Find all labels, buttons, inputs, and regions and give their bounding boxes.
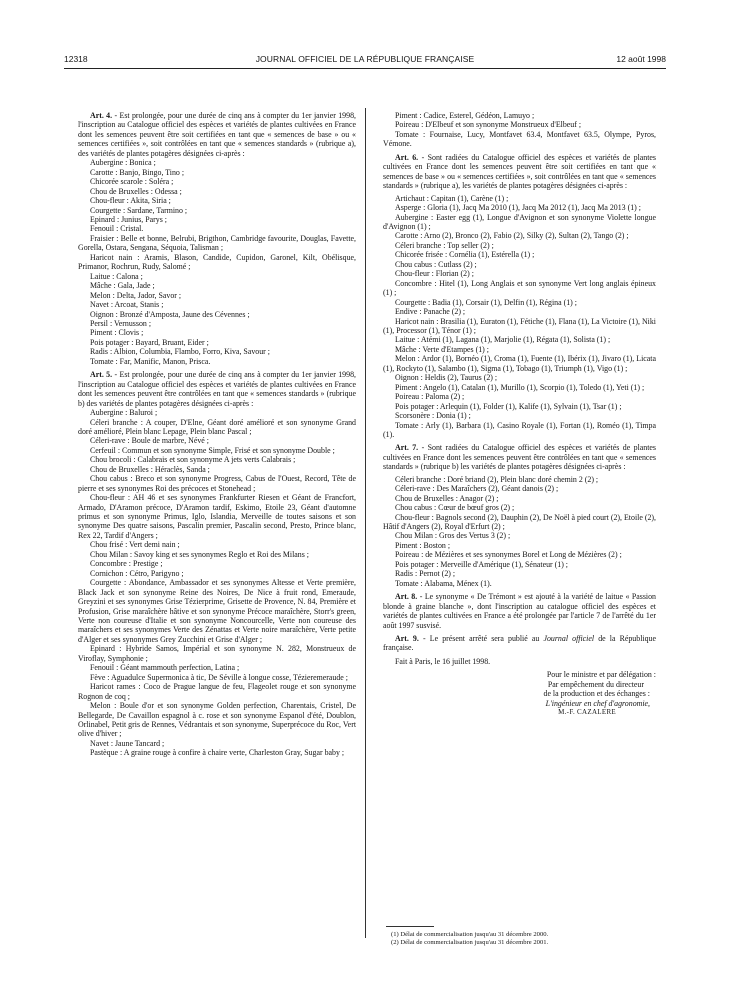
list-item: Epinard : Hybride Samos, Impérial et son synonyme N. 282, Monstrueux de Viroflay, Symphonie ;: [78, 644, 356, 663]
list-item: Chou Milan : Gros des Vertus 3 (2) ;: [395, 531, 511, 541]
list-item: Chou-fleur : Florian (2) ;: [395, 269, 474, 279]
header-rule: [64, 68, 666, 69]
article-9-text-post: de la République française.: [383, 634, 656, 653]
list-item: Pastèque : A graine rouge à confire à chaire verte, Charleston Gray, Sugar baby ;: [90, 748, 345, 758]
list-item: Fève : Aguadulce Supermonica à tic, De Séville à longue cosse, Tézieremeraude ;: [90, 672, 348, 682]
list-item: Piment : Angelo (1), Catalan (1), Murillo (1), Scorpio (1), Toledo (1), Yeti (1) ;: [395, 382, 645, 392]
signature-line: L'ingénieur en chef d'agronomie,: [545, 698, 650, 708]
list-item: Tomate : Fournaise, Lucy, Montfavet 63.4, Montfavet 63.5, Olympe, Pyros, Vémone.: [383, 129, 656, 149]
list-item: Radis : Pernot (2) ;: [395, 569, 456, 579]
list-item: Scorsonère : Donia (1) ;: [395, 411, 471, 421]
list-item: Chou de Bruxelles : Odessa ;: [90, 186, 182, 196]
list-item: Piment : Clovis ;: [90, 328, 144, 338]
list-item: Chou cabus : Cutlass (2) ;: [395, 259, 477, 269]
list-item: Chou Milan : Savoy king et ses synonymes Reglo et Roi des Milans ;: [90, 549, 309, 559]
list-item: Mâche : Gala, Jade ;: [90, 281, 155, 291]
list-item: Pois potager : Merveille d'Amérique (1), Sénateur (1) ;: [395, 559, 568, 569]
list-item: Aubergine : Easter egg (1), Longue d'Avignon et son synonyme Violette longue d'Avignon (1) ;: [383, 212, 656, 231]
article-4-text: - Est prolongée, pour une durée de cinq ans à compter du 1er janvier 1998, l'inscription au Catalogue officiel des espèces et variétés de plantes cultivées en France dont les semences peuvent être soit certifiées en tant que « semences de base » ou « semences certifiées », soit contrôlées en tant que « semences standards » (rubrique a), des variétés de plantes potagères désignées ci-après :: [78, 111, 356, 158]
list-item: Chicorée scarole : Soléra ;: [90, 177, 174, 187]
article-6: [383, 153, 656, 191]
list-item: Haricot rames : Coco de Prague langue de feu, Flageolet rouge et son synonyme Rognon de coq ;: [78, 682, 356, 701]
list-item: Tomate : Far, Manific, Manon, Prisca.: [90, 356, 211, 366]
footnote: (1) Délai de commercialisation jusqu'au 31 décembre 2000.: [391, 931, 549, 938]
list-item: Aubergine : Baluroi ;: [90, 408, 158, 418]
page-header: [64, 52, 666, 68]
list-item: Haricot nain : Aramis, Blason, Candide, Cupidon, Garonel, Kilt, Obélisque, Primanor, Rochrun, Rudy, Salomé ;: [78, 252, 356, 272]
list-item: Chou de Bruxelles : Héraclès, Sanda ;: [90, 464, 210, 474]
list-item: Pois potager : Bayard, Bruant, Eider ;: [90, 337, 209, 347]
article-7: [383, 443, 656, 471]
list-item: Laitue : Calona ;: [90, 271, 143, 281]
left-column: [78, 111, 356, 758]
list-item: Céleri branche : Doré briand (2), Plein blanc doré chemin 2 (2) ;: [395, 474, 599, 484]
continued-list: [383, 111, 656, 149]
column-divider: [365, 108, 366, 938]
article-9-journal-title: Journal officiel: [543, 634, 595, 644]
list-item: Cerfeuil : Commun et son synonyme Simple, Frisé et son synonyme Double ;: [90, 445, 335, 455]
list-item: Tomate : Alabama, Ménex (1).: [395, 578, 492, 588]
list-item: Concombre : Prestige ;: [90, 559, 163, 569]
list-item: Tomate : Arly (1), Barbara (1), Casino Royale (1), Fortan (1), Roméo (1), Timpa (1).: [383, 420, 656, 439]
article-4: [78, 111, 356, 158]
list-item: Cornichon : Cétro, Parigyno ;: [90, 568, 184, 578]
list-item: Chicorée frisée : Cornélia (1), Estérella (1) ;: [395, 250, 535, 260]
list-item: Chou-fleur : Akita, Siria ;: [90, 196, 171, 206]
list-item: Endive : Panache (2) ;: [395, 307, 466, 317]
list-item: Céleri-rave : Des Maraîchers (2), Géant danois (2) ;: [395, 484, 559, 494]
list-item: Courgette : Badia (1), Corsair (1), Delfin (1), Régina (1) ;: [395, 297, 577, 307]
footnotes: [391, 931, 548, 948]
list-item: Melon : Ardor (1), Bornéo (1), Croma (1), Fuente (1), Ibérix (1), Jivaro (1), Licata (1), Rockyto (1), Salambo (1), Sigma (1), Tobago (1), Triumph (1), Vigo (1) ;: [383, 354, 656, 373]
article-5-label: Art. 5.: [90, 370, 113, 380]
list-item: Carotte : Banjo, Bingo, Tino ;: [90, 167, 185, 177]
signature-line: Pour le ministre et par délégation :: [546, 670, 656, 680]
journal-title: JOURNAL OFFICIEL DE LA RÉPUBLIQUE FRANÇAISE: [255, 54, 475, 64]
list-item: Chou cabus : Cœur de bœuf gros (2) ;: [395, 503, 515, 513]
list-item: Artichaut : Capitan (1), Carène (1) ;: [395, 193, 509, 203]
article-6-text: - Sont radiées du Catalogue officiel des espèces et variétés de plantes cultivées en France dont les semences peuvent être soit certifiées en tant que « semences de base » ou « semences certifiées », soit contrôlées en tant que « semences standards » (rubrique a), les variétés de plantes potagères désignées ci-après :: [383, 152, 656, 191]
list-item: Courgette : Abondance, Ambassador et ses synonymes Altesse et Verte première, Black Jack et son synonyme Reine des Noires, De Nice à fruit rond, Emeraude, Greyzini et ses synonymes Grise Tézierprime, Grisette de Provence, N. 84, Première et Profusion, Grise maraîchère hâtive et son synonyme Précoce maraîchère, Storr's green, Verte non coureuse d'Italie et son synonyme Noncourcelle, Verte non coureuse des maraîchers et ses synonymes Verte des Zénattas et Verte noire maraîchère, Verte petite d'Alger et ses synonymes Grey Zucchini et Grise d'Alger ;: [78, 578, 356, 644]
list-item: Oignon : Bronzé d'Amposta, Jaune des Cévennes ;: [90, 309, 250, 319]
list-item: Piment : Boston ;: [395, 540, 451, 550]
article-9-text-pre: - Le présent arrêté sera publié au: [418, 634, 544, 644]
signatory-name: M.-F. CAZALERE: [558, 708, 616, 717]
list-item: Melon : Delta, Jador, Savor ;: [90, 290, 182, 300]
article-7-label: Art. 7.: [395, 443, 419, 453]
place-date: Fait à Paris, le 16 juillet 1998.: [395, 656, 491, 666]
list-item: Epinard : Junius, Parys ;: [90, 214, 167, 224]
list-item: Melon : Boule d'or et son synonyme Golden perfection, Charentais, Cristel, De Bellegarde, De Cavaillon espagnol à c. rose et son synonyme Espanol d'été, Doublon, Orlinabel, Petit gris de Rennes, Védrantais et son synonyme, Superprécoce du Roc, Vert olive d'hiver ;: [78, 701, 357, 739]
footnote: (2) Délai de commercialisation jusqu'au 31 décembre 2001.: [391, 939, 549, 947]
signature-block: [383, 670, 656, 717]
list-item: Laitue : Atémi (1), Lagana (1), Marjolie (1), Régata (1), Solista (1) ;: [395, 335, 611, 345]
list-item: Navet : Jaune Tancard ;: [90, 738, 165, 748]
article-7-list: [383, 475, 656, 588]
issue-date: 12 août 1998: [616, 54, 666, 64]
list-item: Persil : Vernusson ;: [90, 318, 152, 328]
list-item: Navet : Arcoat, Stanis ;: [90, 300, 164, 310]
right-column: [383, 111, 656, 718]
article-4-list: [78, 158, 356, 366]
article-8-text: - Le synonyme « De Trémont » est ajouté à la variété de laitue « Passion blonde à graine blanche », dont l'inscription au catalogue officiel des espèces et variétés de plantes cultivées en France a été prolongée par l'article 7 de l'arrêté du 1er août 1997 susvisé.: [383, 592, 656, 630]
list-item: Fenouil : Géant mammouth perfection, Latina ;: [90, 663, 240, 673]
list-item: Céleri-rave : Boule de marbre, Névé ;: [90, 436, 209, 446]
list-item: Céleri branche : Top seller (2) ;: [395, 240, 494, 250]
list-item: Poireau : de Mézières et ses synonymes Borel et Long de Mézières (2) ;: [395, 550, 622, 560]
list-item: Chou cabus : Breco et son synonyme Progress, Cabus de l'Ouest, Record, Tête de pierre et ses synonymes Roi des précoces et Stonehead ;: [78, 474, 356, 493]
list-item: Courgette : Sardane, Tarmino ;: [90, 205, 188, 215]
article-5-text: - Est prolongée, pour une durée de cinq ans à compter du 1er janvier 1998, l'inscription au Catalogue officiel des espèces et variétés de plantes cultivées en France dont les semences peuvent être contrôlées en tant que « semences standards » (rubrique b) des variétés de plantes potagères désignées ci-après :: [78, 370, 356, 408]
list-item: Chou-fleur : AH 46 et ses synonymes Frankfurter Riesen et Géant de Francfort, Armado, D'Aramon précoce, D'Aramon tardif, Eskimo, Etoile 23, Géant d'automne primus et son synonyme Primus, Iglo, Islandia, Merveille de toutes saisons et son synonyme Des quatre saisons, Pascalin premier, Pascalin second, Presto, Prince blanc, Rex 22, Tardif d'Angers ;: [78, 493, 356, 540]
article-6-label: Art. 6.: [395, 152, 419, 162]
article-7-text: - Sont radiées du Catalogue officiel des espèces et variétés de plantes cultivées en France dont les semences peuvent être contrôlées en tant que « semences standards » (rubrique b) les variétés de plantes potagères désignées ci-après :: [383, 443, 656, 472]
article-4-label: Art. 4.: [90, 111, 113, 120]
list-item: Oignon : Heldis (2), Taurus (2) ;: [395, 373, 498, 383]
list-item: Carotte : Arno (2), Bronco (2), Fabio (2), Silky (2), Sultan (2), Tango (2) ;: [395, 231, 629, 241]
article-5-list: [78, 408, 356, 758]
list-item: Pois potager : Arlequin (1), Folder (1), Kalife (1), Sylvain (1), Tsar (1) ;: [395, 401, 622, 411]
list-item: Piment : Cadice, Esterel, Gédéon, Lamuyo ;: [395, 111, 535, 120]
list-item: Poireau : Paloma (2) ;: [395, 392, 465, 402]
article-8: [383, 592, 656, 630]
article-6-list: [383, 194, 656, 440]
list-item: Aubergine : Bonica ;: [90, 158, 156, 168]
list-item: Fraisier : Belle et bonne, Belrubi, Brigthon, Cambridge favourite, Douglas, Favette, Gorella, Ostara, Sengana, Séquoia, Talisman ;: [78, 233, 356, 253]
list-item: Mâche : Verte d'Etampes (1) ;: [395, 344, 489, 354]
list-item: Poireau : D'Elbeuf et son synonyme Monstrueux d'Elbeuf ;: [395, 120, 582, 130]
article-9-label: Art. 9.: [395, 634, 419, 644]
list-item: Chou de Bruxelles : Anagor (2) ;: [395, 493, 499, 503]
footnote-rule: [386, 926, 434, 927]
list-item: Radis : Albion, Columbia, Flambo, Forro, Kiva, Savour ;: [90, 347, 270, 357]
article-8-label: Art. 8.: [395, 592, 418, 602]
signature-line: Par empêchement du directeur: [547, 679, 644, 689]
list-item: Haricot nain : Brasilia (1), Euraton (1), Fétiche (1), Flana (1), La Victoire (1), Niki (1), Processor (1), Ténor (1) ;: [383, 316, 656, 335]
list-item: Concombre : Hitel (1), Long Anglais et son synonyme Vert long anglais épineux (1) ;: [383, 278, 656, 298]
list-item: Fenouil : Cristal.: [90, 224, 144, 234]
page-number: 12318: [64, 54, 88, 64]
article-9: [383, 634, 656, 653]
article-5: [78, 370, 356, 408]
list-item: Céleri branche : A couper, D'Elne, Géant doré amélioré et son synonyme Grand doré amélioré, Plein blanc Lepage, Plein blanc Pascal ;: [78, 417, 356, 436]
list-item: Chou frisé : Vert demi nain ;: [90, 540, 180, 550]
list-item: Chou brocoli : Calabrais et son synonyme A jets verts Calabrais ;: [90, 455, 296, 465]
list-item: Asperge : Gloria (1), Jacq Ma 2010 (1), Jacq Ma 2012 (1), Jacq Ma 2013 (1) ;: [395, 203, 641, 213]
list-item: Chou-fleur : Bagnols second (2), Dauphin (2), De Noël à pied court (2), Etoile (2), Hâtif d'Angers (2), Royal d'Erfurt (2) ;: [383, 512, 656, 532]
signature-line: de la production et des échanges :: [543, 689, 650, 699]
